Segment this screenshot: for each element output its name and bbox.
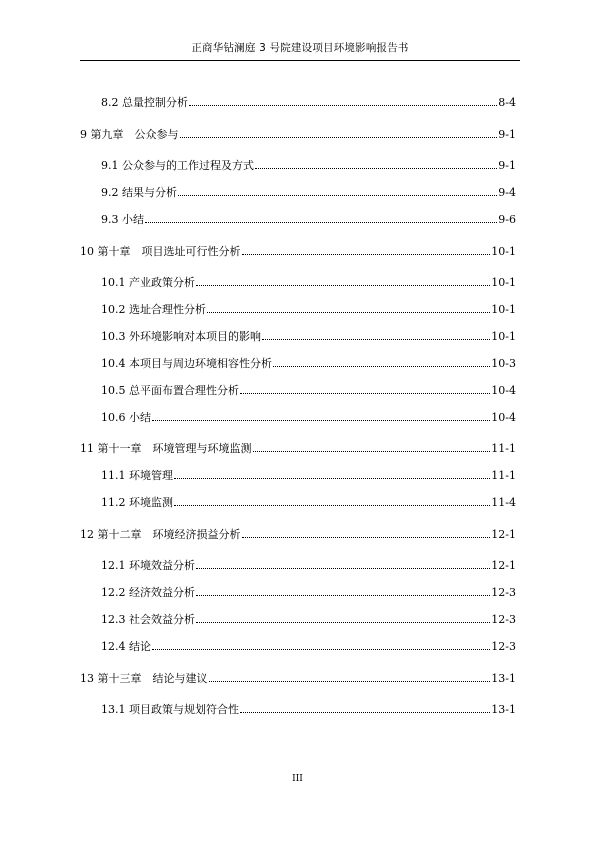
toc-entry[interactable] xyxy=(101,703,516,716)
toc-entry[interactable] xyxy=(80,528,516,541)
dot-leader xyxy=(174,504,490,506)
toc-entry-text: 13 第十三章 结论与建议 xyxy=(80,672,208,685)
toc-entry-text: 12.2 经济效益分析 xyxy=(101,586,195,599)
toc-entry-page: 8-4 xyxy=(498,96,516,109)
toc-entry[interactable] xyxy=(80,672,516,685)
toc-entry[interactable] xyxy=(101,384,516,397)
toc-entry-text: 10.5 总平面布置合理性分析 xyxy=(101,384,239,397)
toc-entry[interactable] xyxy=(101,186,516,199)
toc-entry[interactable] xyxy=(101,586,516,599)
toc-entry[interactable] xyxy=(80,245,516,258)
dot-leader xyxy=(240,711,490,713)
dot-leader xyxy=(196,594,490,596)
toc-entry-page: 10-1 xyxy=(491,330,516,343)
toc-entry-text: 11.2 环境监测 xyxy=(101,496,173,509)
toc-entry-page: 10-1 xyxy=(491,245,516,258)
toc-entry-page: 9-6 xyxy=(498,213,516,226)
toc-entry-text: 10.2 选址合理性分析 xyxy=(101,303,206,316)
toc-entry-page: 12-1 xyxy=(491,528,516,541)
dot-leader xyxy=(209,680,491,682)
toc-entry[interactable] xyxy=(101,411,516,424)
toc-entry-page: 10-1 xyxy=(491,276,516,289)
toc-entry[interactable] xyxy=(80,442,516,455)
toc-entry[interactable] xyxy=(101,159,516,172)
toc-entry[interactable] xyxy=(101,357,516,370)
toc-entry-text: 9.2 结果与分析 xyxy=(101,186,177,199)
dot-leader xyxy=(180,136,498,138)
dot-leader xyxy=(152,419,490,421)
dot-leader xyxy=(174,477,490,479)
toc-entry-text: 9.1 公众参与的工作过程及方式 xyxy=(101,159,254,172)
toc-entry-page: 10-3 xyxy=(491,357,516,370)
dot-leader xyxy=(253,450,491,452)
toc-entry-text: 9.3 小结 xyxy=(101,213,144,226)
toc-entry-page: 12-1 xyxy=(491,559,516,572)
toc-entry-page: 10-4 xyxy=(491,411,516,424)
toc-entry[interactable] xyxy=(101,469,516,482)
dot-leader xyxy=(207,311,490,313)
dot-leader xyxy=(242,253,491,255)
toc-entry-text: 10.1 产业政策分析 xyxy=(101,276,195,289)
toc-entry[interactable] xyxy=(101,276,516,289)
toc-entry-text: 12.1 环境效益分析 xyxy=(101,559,195,572)
toc-entry-page: 11-1 xyxy=(491,442,516,455)
page-number: III xyxy=(292,774,303,784)
toc-entry-page: 9-1 xyxy=(498,159,516,172)
toc-entry[interactable] xyxy=(101,496,516,509)
toc-entry-text: 13.1 项目政策与规划符合性 xyxy=(101,703,239,716)
toc-entry-page: 12-3 xyxy=(491,613,516,626)
toc-entry-page: 11-4 xyxy=(491,496,516,509)
toc-entry-text: 10.6 小结 xyxy=(101,411,151,424)
toc-entry-page: 11-1 xyxy=(491,469,516,482)
toc-entry-text: 8.2 总量控制分析 xyxy=(101,96,188,109)
toc-entry-text: 12.3 社会效益分析 xyxy=(101,613,195,626)
dot-leader xyxy=(196,284,490,286)
running-header: 正商华钻澜庭 3 号院建设项目环境影响报告书 xyxy=(191,42,409,54)
toc-entry-page: 13-1 xyxy=(491,703,516,716)
toc-entry[interactable] xyxy=(101,213,516,226)
toc-entry-page: 9-1 xyxy=(498,128,516,141)
toc-entry[interactable] xyxy=(80,128,516,141)
toc-entry-text: 11.1 环境管理 xyxy=(101,469,173,482)
toc-entry[interactable] xyxy=(101,303,516,316)
toc-entry-page: 10-1 xyxy=(491,303,516,316)
dot-leader xyxy=(178,194,497,196)
dot-leader xyxy=(273,365,490,367)
toc-entry-page: 10-4 xyxy=(491,384,516,397)
toc-entry-text: 9 第九章 公众参与 xyxy=(80,128,179,141)
dot-leader xyxy=(196,621,490,623)
toc-entry[interactable] xyxy=(101,96,516,109)
dot-leader xyxy=(189,104,497,106)
dot-leader xyxy=(242,536,491,538)
dot-leader xyxy=(145,221,497,223)
toc-entry-text: 11 第十一章 环境管理与环境监测 xyxy=(80,442,252,455)
dot-leader xyxy=(255,167,497,169)
toc-entry-text: 12.4 结论 xyxy=(101,640,151,653)
dot-leader xyxy=(196,567,490,569)
toc-entry[interactable] xyxy=(101,330,516,343)
dot-leader xyxy=(262,338,490,340)
toc-entry-page: 13-1 xyxy=(491,672,516,685)
toc-entry-text: 12 第十二章 环境经济损益分析 xyxy=(80,528,241,541)
toc-entry-text: 10.4 本项目与周边环境相容性分析 xyxy=(101,357,272,370)
dot-leader xyxy=(240,392,490,394)
dot-leader xyxy=(152,648,490,650)
toc-entry-page: 9-4 xyxy=(498,186,516,199)
toc-entry-text: 10 第十章 项目选址可行性分析 xyxy=(80,245,241,258)
toc-entry[interactable] xyxy=(101,559,516,572)
toc-entry-text: 10.3 外环境影响对本项目的影响 xyxy=(101,330,261,343)
toc-entry-page: 12-3 xyxy=(491,640,516,653)
toc-entry-page: 12-3 xyxy=(491,586,516,599)
toc-entry[interactable] xyxy=(101,640,516,653)
toc-entry[interactable] xyxy=(101,613,516,626)
